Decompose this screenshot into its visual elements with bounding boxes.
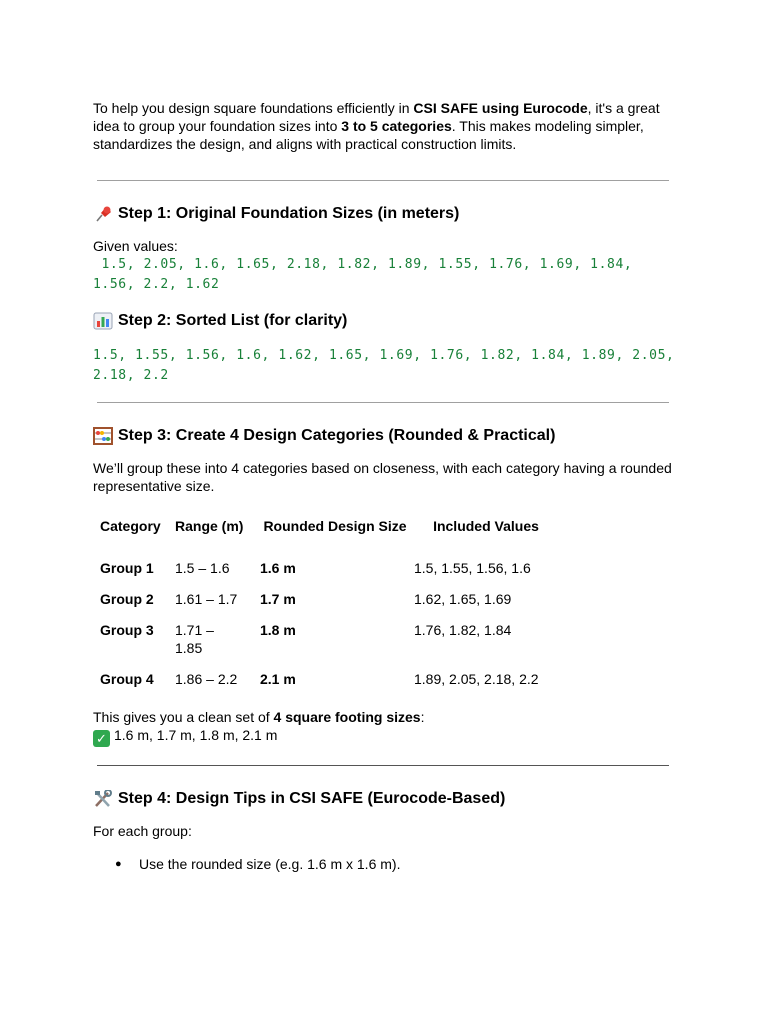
table-row xyxy=(93,535,560,577)
row-values: 1.62, 1.65, 1.69 xyxy=(414,591,512,607)
header-included-values: Included Values xyxy=(433,518,539,534)
bar-chart-icon xyxy=(93,312,113,330)
row-size: 1.8 m xyxy=(260,622,296,638)
step3-description: We’ll group these into 4 categories based on closeness, with each category having a rounded representative size. xyxy=(93,460,672,494)
row-values: 1.89, 2.05, 2.18, 2.2 xyxy=(414,671,539,687)
table-header-row xyxy=(93,517,560,535)
table-row xyxy=(93,608,560,657)
intro-paragraph xyxy=(93,99,678,153)
header-rounded-size: Rounded Design Size xyxy=(263,518,407,534)
row-category: Group 2 xyxy=(100,591,154,607)
step1-heading xyxy=(93,203,678,225)
tools-icon xyxy=(93,790,113,808)
summary-line xyxy=(93,708,678,726)
summary-text: This gives you a clean set of xyxy=(93,709,274,725)
final-sizes: 1.6 m, 1.7 m, 1.8 m, 2.1 m xyxy=(114,727,278,743)
document-page xyxy=(93,99,678,873)
row-range: 1.71 – 1.85 xyxy=(175,622,214,656)
step4-heading xyxy=(93,788,678,810)
table-row xyxy=(93,577,560,608)
step1-title: Step 1: Original Foundation Sizes (in meters) xyxy=(118,205,460,222)
header-range: Range (m) xyxy=(175,518,244,534)
check-mark-icon: ✓ xyxy=(93,730,110,747)
row-range: 1.61 – 1.7 xyxy=(175,591,238,607)
step4-intro: For each group: xyxy=(93,823,192,839)
step3-title: Step 3: Create 4 Design Categories (Rounded & Practical) xyxy=(118,427,556,444)
row-size: 1.7 m xyxy=(260,591,296,607)
intro-bold-categories: 3 to 5 categories xyxy=(341,118,452,134)
intro-bold-software: CSI SAFE using Eurocode xyxy=(413,100,588,116)
step3-heading xyxy=(93,425,678,447)
intro-text-3: . This makes modeling simpler, standardizes the design, and aligns with practical construction limits. xyxy=(93,118,644,152)
given-values-label: Given values: xyxy=(93,238,178,254)
step4-title: Step 4: Design Tips in CSI SAFE (Eurocode-Based) xyxy=(118,790,506,807)
intro-text-2: , it's a great idea to group your foundation sizes into xyxy=(93,100,660,134)
abacus-icon xyxy=(93,427,113,445)
divider xyxy=(97,765,669,766)
row-values: 1.76, 1.82, 1.84 xyxy=(414,622,512,638)
row-category: Group 1 xyxy=(100,560,154,576)
list-item: ● Use the rounded size (e.g. 1.6 m x 1.6 m). xyxy=(93,855,678,873)
table-row xyxy=(93,657,560,688)
divider xyxy=(97,180,669,181)
row-range: 1.5 – 1.6 xyxy=(175,560,230,576)
row-category: Group 3 xyxy=(100,622,154,638)
row-category: Group 4 xyxy=(100,671,154,687)
row-size: 2.1 m xyxy=(260,671,296,687)
summary-colon: : xyxy=(420,709,425,725)
row-values: 1.5, 1.55, 1.56, 1.6 xyxy=(414,560,531,576)
row-range: 1.86 – 2.2 xyxy=(175,671,238,687)
original-values-code: 1.5, 2.05, 1.6, 1.65, 2.18, 1.82, 1.89, 1.55, 1.76, 1.69, 1.84, 1.56, 2.2, 1.62 xyxy=(93,257,641,292)
header-category: Category xyxy=(100,518,161,534)
step2-heading xyxy=(93,310,678,332)
divider xyxy=(97,402,669,403)
pushpin-icon xyxy=(93,205,113,223)
summary-bold: 4 square footing sizes xyxy=(273,709,421,725)
row-size: 1.6 m xyxy=(260,560,296,576)
tips-list xyxy=(93,855,678,873)
sizes-line xyxy=(93,726,678,747)
step2-title: Step 2: Sorted List (for clarity) xyxy=(118,312,348,329)
sorted-values-code: 1.5, 1.55, 1.56, 1.6, 1.62, 1.65, 1.69, 1.76, 1.82, 1.84, 1.89, 2.05, 2.18, 2.2 xyxy=(93,348,675,383)
intro-text-1: To help you design square foundations efficiently in xyxy=(93,100,414,116)
categories-table xyxy=(93,517,560,688)
